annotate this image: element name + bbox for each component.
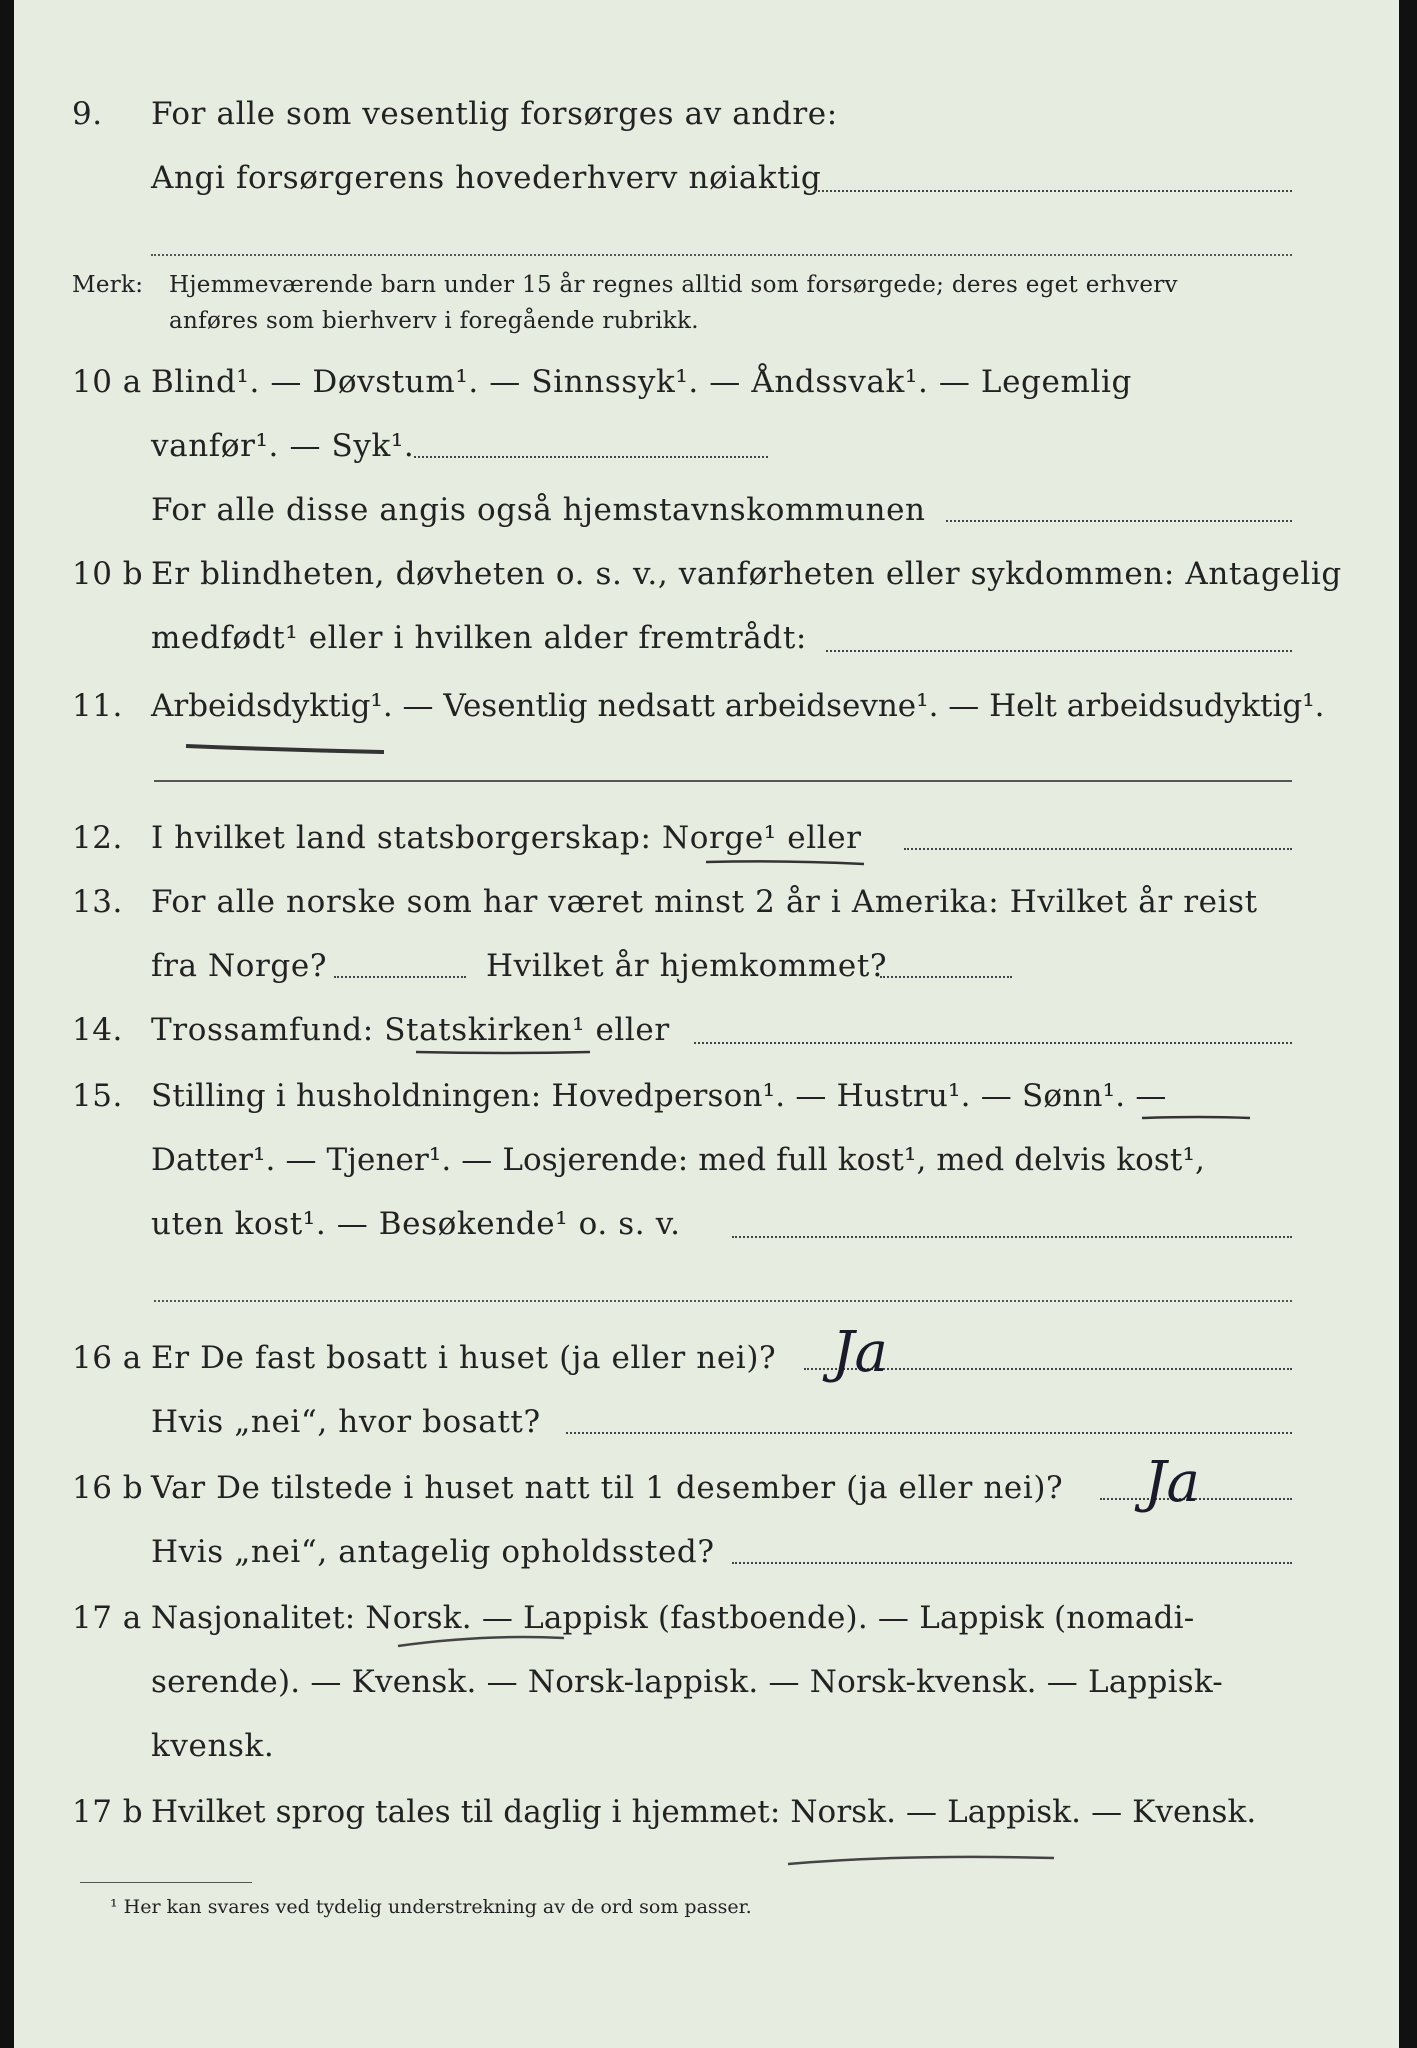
question-number: 14. xyxy=(72,1012,123,1048)
question-number: 17 a xyxy=(72,1600,142,1636)
underline-mark xyxy=(414,1046,594,1060)
question-text: Stilling i husholdningen: Hovedperson¹. — Hustru¹. — Sønn¹. — xyxy=(151,1078,1167,1114)
divider xyxy=(151,254,1292,256)
underline-mark xyxy=(784,1850,1064,1874)
census-form-page xyxy=(14,0,1399,2048)
question-text: medfødt¹ eller i hvilken alder fremtrådt: xyxy=(151,620,807,656)
handwritten-answer[interactable]: Ja xyxy=(1144,1450,1200,1515)
question-number: 10 b xyxy=(72,556,144,592)
answer-line[interactable] xyxy=(566,1432,1292,1434)
question-text: Trossamfund: Statskirken¹ eller xyxy=(151,1012,670,1048)
question-number: 16 a xyxy=(72,1340,142,1376)
underline-mark xyxy=(184,738,394,758)
answer-line[interactable] xyxy=(946,520,1292,522)
question-number: 15. xyxy=(72,1078,123,1114)
question-number: 11. xyxy=(72,688,123,724)
question-text: Hvis „nei“, hvor bosatt? xyxy=(151,1404,541,1440)
divider xyxy=(154,1300,1292,1302)
question-number: 17 b xyxy=(72,1794,144,1830)
question-text: Er blindheten, døvheten o. s. v., vanførheten eller sykdommen: Antagelig xyxy=(151,556,1342,592)
question-text: Blind¹. — Døvstum¹. — Sinnssyk¹. — Åndssvak¹. — Legemlig xyxy=(151,364,1132,400)
answer-line[interactable] xyxy=(814,190,1292,192)
question-text: Hvilket år hjemkommet? xyxy=(486,948,888,984)
question-text: For alle disse angis også hjemstavnskommunen xyxy=(151,492,926,528)
underline-mark xyxy=(1140,1112,1260,1124)
note-text: anføres som bierhverv i foregående rubrikk. xyxy=(169,308,699,334)
footnote-divider xyxy=(80,1882,252,1883)
answer-line[interactable] xyxy=(904,848,1292,850)
question-number: 13. xyxy=(72,884,123,920)
underline-mark xyxy=(704,856,874,870)
question-text: Arbeidsdyktig¹. — Vesentlig nedsatt arbeidsevne¹. — Helt arbeidsudyktig¹. xyxy=(151,688,1325,724)
question-text: Var De tilstede i huset natt til 1 desember (ja eller nei)? xyxy=(151,1470,1064,1506)
question-text: For alle norske som har været minst 2 år i Amerika: Hvilket år reist xyxy=(151,884,1258,920)
question-number: 10 a xyxy=(72,364,142,400)
answer-line[interactable] xyxy=(826,650,1292,652)
divider xyxy=(154,780,1292,782)
answer-line[interactable] xyxy=(732,1236,1292,1238)
question-text: Datter¹. — Tjener¹. — Losjerende: med full kost¹, med delvis kost¹, xyxy=(151,1142,1205,1178)
note-text: Hjemmeværende barn under 15 år regnes alltid som forsørgede; deres eget erhverv xyxy=(169,272,1178,298)
question-number: 9. xyxy=(72,96,103,132)
question-text: For alle som vesentlig forsørges av andre: xyxy=(151,96,838,132)
question-number: 16 b xyxy=(72,1470,144,1506)
question-text: kvensk. xyxy=(151,1728,275,1764)
question-text: serende). — Kvensk. — Norsk-lappisk. — Norsk-kvensk. — Lappisk- xyxy=(151,1664,1223,1700)
handwritten-answer[interactable]: Ja xyxy=(832,1320,888,1385)
underline-mark xyxy=(394,1630,574,1654)
note-label: Merk: xyxy=(72,272,144,298)
question-text: Er De fast bosatt i huset (ja eller nei)? xyxy=(151,1340,777,1376)
question-text: Nasjonalitet: Norsk. — Lappisk (fastboende). — Lappisk (nomadi- xyxy=(151,1600,1195,1636)
question-text: fra Norge? xyxy=(151,948,328,984)
answer-line[interactable] xyxy=(880,976,1012,978)
question-text: I hvilket land statsborgerskap: Norge¹ eller xyxy=(151,820,862,856)
answer-line[interactable] xyxy=(414,456,768,458)
question-text: Hvis „nei“, antagelig opholdssted? xyxy=(151,1534,715,1570)
answer-line[interactable] xyxy=(694,1042,1292,1044)
question-text: Hvilket sprog tales til daglig i hjemmet: Norsk. — Lappisk. — Kvensk. xyxy=(151,1794,1257,1830)
footnote: ¹ Her kan svares ved tydelig understrekning av de ord som passer. xyxy=(110,1896,752,1918)
answer-line[interactable] xyxy=(334,976,466,978)
question-number: 12. xyxy=(72,820,123,856)
question-text: uten kost¹. — Besøkende¹ o. s. v. xyxy=(151,1206,681,1242)
question-text: vanfør¹. — Syk¹. xyxy=(151,428,415,464)
question-text: Angi forsørgerens hovederhverv nøiaktig xyxy=(151,160,822,196)
answer-line[interactable] xyxy=(732,1562,1292,1564)
